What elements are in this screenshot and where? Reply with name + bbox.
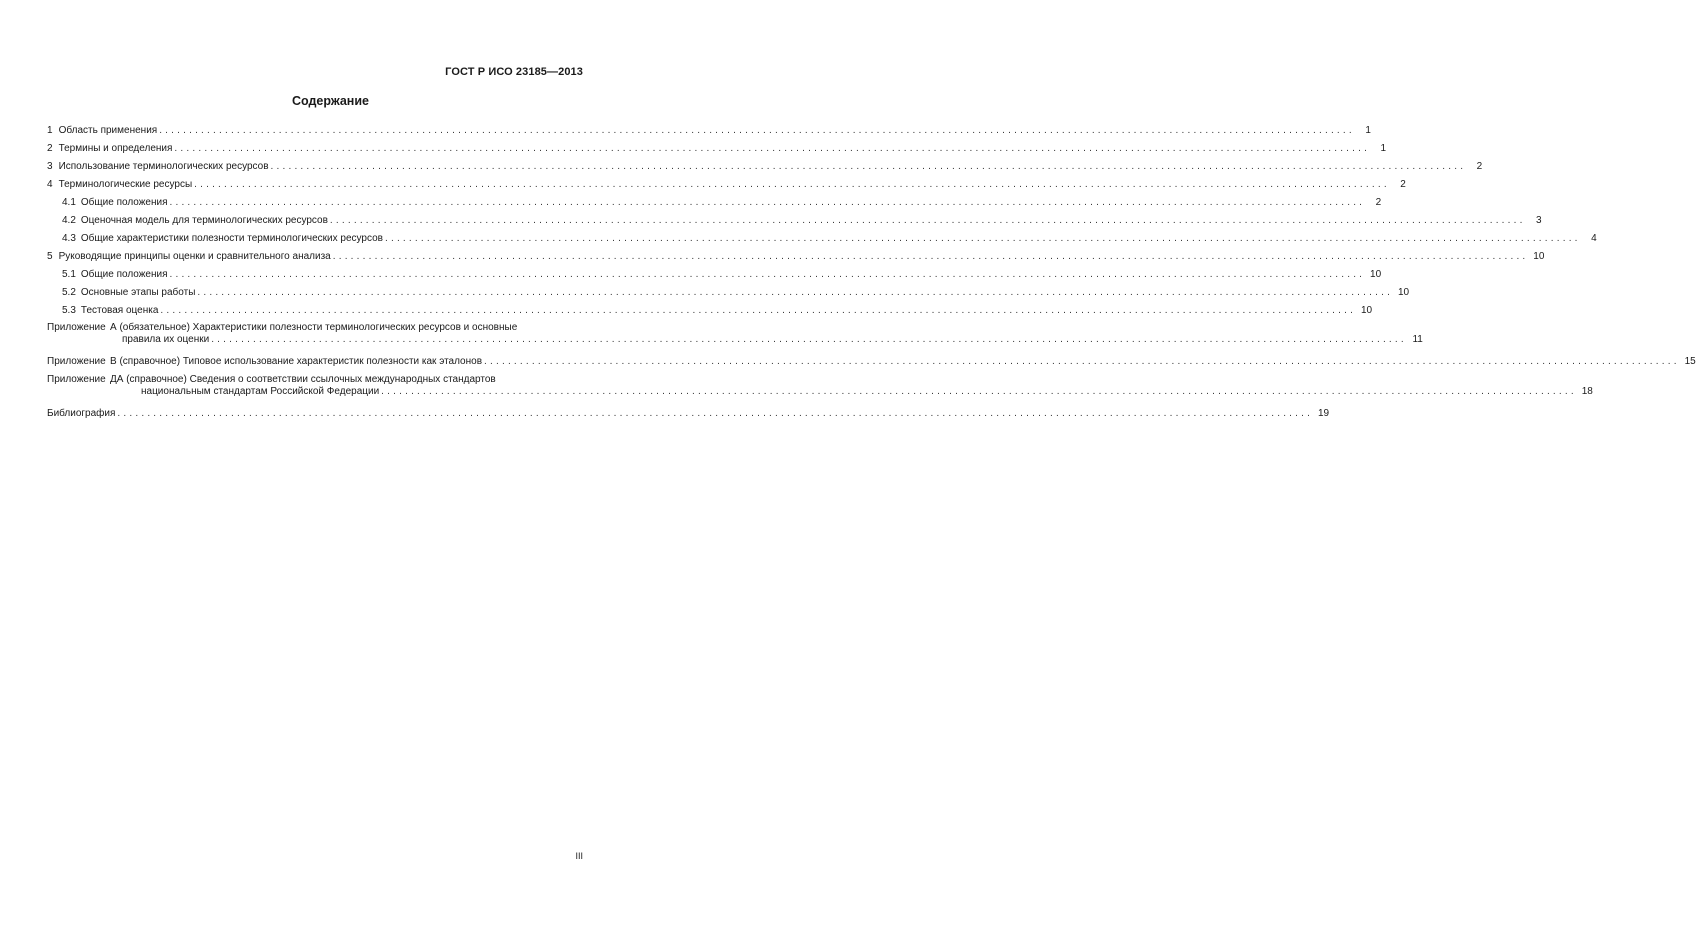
- leader-dots: ........................................................................................................................................................................................................: [117, 408, 1314, 419]
- appendix-label: Приложение: [47, 356, 106, 367]
- toc-entry-page: 11: [1412, 334, 1423, 345]
- appendix-title-continued: правила их оценки: [122, 334, 210, 345]
- leader-dots: ........................................................................................................................................................................................................: [169, 197, 1366, 208]
- leader-dots: ........................................................................................................................................................................................................: [197, 287, 1394, 298]
- toc-entry-number: 4.3: [62, 233, 76, 244]
- toc-entry-page: 2: [1375, 197, 1382, 208]
- toc-entry-5-1[interactable]: [62, 269, 1382, 281]
- toc-entry-number: 5: [47, 251, 53, 262]
- toc-entry-5-3[interactable]: [62, 305, 1373, 317]
- page-number: III: [575, 851, 583, 861]
- toc-entry-page: 18: [1581, 386, 1593, 397]
- toc-entry-5[interactable]: [47, 251, 1545, 263]
- leader-dots: ........................................................................................................................................................................................................: [484, 356, 1680, 367]
- toc-entry-page: 1: [1365, 125, 1371, 136]
- appendix-title: А (обязательное) Характеристики полезности терминологических ресурсов и основные: [110, 322, 518, 333]
- toc-entry-2[interactable]: [47, 143, 1387, 155]
- toc-entry-page: 2: [1476, 161, 1483, 172]
- toc-entry-number: 4: [47, 179, 53, 190]
- appendix-title-continued: национальным стандартам Российской Федерации: [141, 386, 380, 397]
- document-code: ГОСТ Р ИСО 23185—2013: [445, 66, 583, 78]
- toc-entry-text: Руководящие принципы оценки и сравнительного анализа: [58, 251, 331, 262]
- appendix-title: В (справочное) Типовое использование характеристик полезности как эталонов: [110, 356, 483, 367]
- toc-entry-4-1[interactable]: [62, 197, 1382, 209]
- toc-entry-number: 5.2: [62, 287, 76, 298]
- leader-dots: ........................................................................................................................................................................................................: [159, 125, 1355, 136]
- leader-dots: ........................................................................................................................................................................................................: [211, 334, 1407, 345]
- toc-entry-text: Область применения: [58, 125, 158, 136]
- leader-dots: ........................................................................................................................................................................................................: [270, 161, 1467, 172]
- toc-bibliography[interactable]: [47, 408, 1330, 420]
- toc-entry-page: 10: [1533, 251, 1545, 262]
- leader-dots: ........................................................................................................................................................................................................: [160, 305, 1357, 316]
- appendix-title: ДА (справочное) Сведения о соответствии ссылочных международных стандартов: [110, 374, 496, 385]
- leader-dots: ........................................................................................................................................................................................................: [194, 179, 1390, 190]
- toc-entry-number: 2: [47, 143, 53, 154]
- toc-entry-text: Использование терминологических ресурсов: [58, 161, 269, 172]
- leader-dots: ........................................................................................................................................................................................................: [329, 215, 1526, 226]
- leader-dots: ........................................................................................................................................................................................................: [174, 143, 1371, 154]
- toc-entry-page: 10: [1397, 287, 1410, 298]
- toc-entry-text: Общие характеристики полезности терминологических ресурсов: [80, 233, 383, 244]
- toc-entry-page: 19: [1317, 408, 1330, 419]
- toc-entry-text: Основные этапы работы: [80, 287, 196, 298]
- toc-entry-number: 3: [47, 161, 53, 172]
- appendix-label: Приложение: [47, 322, 106, 333]
- toc-entry-4-2[interactable]: [62, 215, 1542, 227]
- toc-entry-page: 15: [1684, 356, 1696, 367]
- toc-entry-4[interactable]: [47, 179, 1406, 191]
- toc-entry-text: Тестовая оценка: [80, 305, 159, 316]
- leader-dots: ........................................................................................................................................................................................................: [381, 386, 1577, 397]
- toc-entry-page: 2: [1400, 179, 1406, 190]
- toc-appendix-da[interactable]: [47, 374, 1593, 398]
- toc-entry-text: Общие положения: [80, 197, 168, 208]
- toc-entry-3[interactable]: [47, 161, 1483, 173]
- toc-entry-page: 10: [1370, 269, 1382, 280]
- leader-dots: ........................................................................................................................................................................................................: [384, 233, 1581, 244]
- toc-entry-number: 4.2: [62, 215, 76, 226]
- toc-entry-number: 4.1: [62, 197, 76, 208]
- toc-entry-number: 5.3: [62, 305, 76, 316]
- toc-appendix-a[interactable]: [47, 322, 1423, 346]
- leader-dots: ........................................................................................................................................................................................................: [332, 251, 1529, 262]
- toc-appendix-b[interactable]: [47, 356, 1696, 368]
- toc-entry-text: Библиография: [47, 408, 116, 419]
- toc-entry-page: 4: [1591, 233, 1597, 244]
- appendix-label: Приложение: [47, 374, 106, 385]
- toc-entry-page: 3: [1536, 215, 1542, 226]
- toc-entry-number: 5.1: [62, 269, 76, 280]
- toc-title: Содержание: [291, 94, 369, 108]
- toc-entry-text: Термины и определения: [58, 143, 173, 154]
- toc-entry-page: 10: [1360, 305, 1373, 316]
- toc-entry-number: 1: [47, 125, 53, 136]
- toc-entry-text: Общие положения: [80, 269, 168, 280]
- toc-entry-1[interactable]: [47, 125, 1371, 137]
- toc-entry-text: Оценочная модель для терминологических ресурсов: [80, 215, 328, 226]
- leader-dots: ........................................................................................................................................................................................................: [169, 269, 1366, 280]
- toc-entry-page: 1: [1380, 143, 1387, 154]
- toc-entry-5-2[interactable]: [62, 287, 1410, 299]
- toc-entry-text: Терминологические ресурсы: [58, 179, 193, 190]
- toc-entry-4-3[interactable]: [62, 233, 1597, 245]
